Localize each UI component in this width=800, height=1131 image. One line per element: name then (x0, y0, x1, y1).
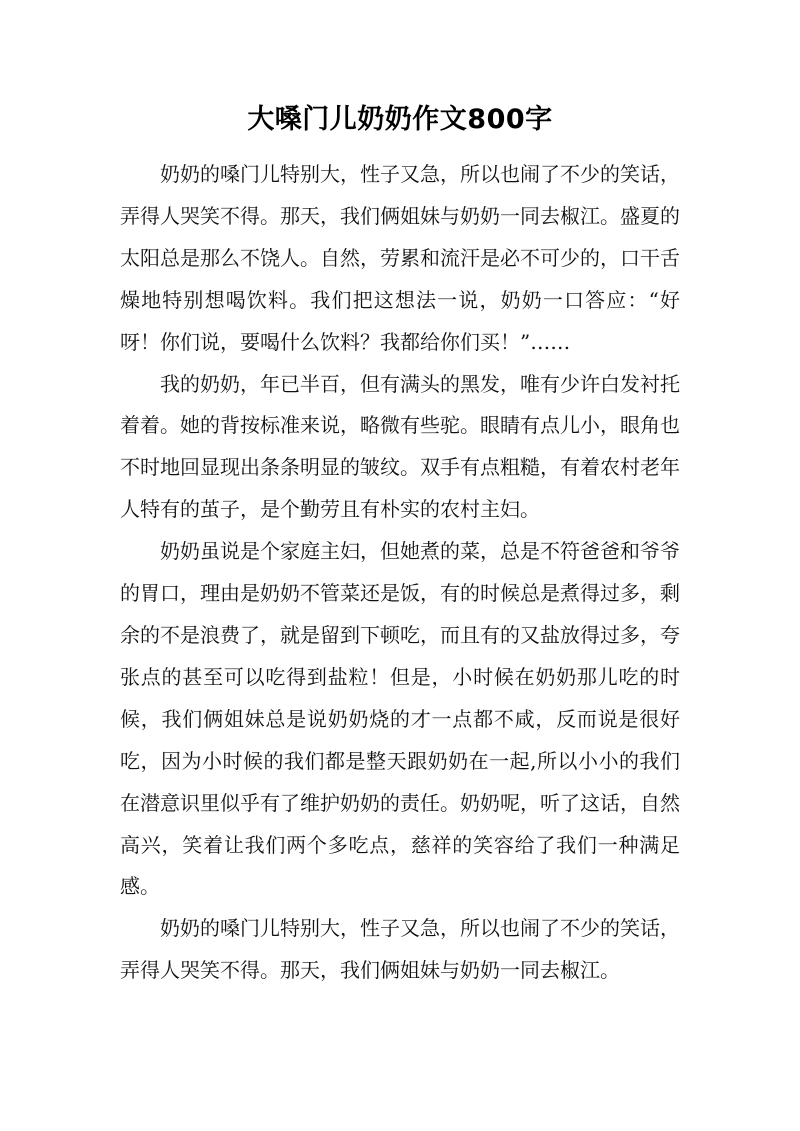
paragraph-3: 奶奶虽说是个家庭主妇，但她煮的菜，总是不符爸爸和爷爷的胃口，理由是奶奶不管菜还是饭，有的时候总是煮得过多，剩余的不是浪费了，就是留到下顿吃，而且有的又盐放得过多，夸张点的甚至可以吃得到盐粒！但是，小时候在奶奶那儿吃的时候，我们俩姐妹总是说奶奶烧的才一点都不咸，反而说是很好吃，因为小时候的我们都是整天跟奶奶在一起,所以小小的我们在潜意识里似乎有了维护奶奶的责任。奶奶呢，听了这话，自然高兴，笑着让我们两个多吃点，慈祥的笑容给了我们一种满足感。 (120, 539, 680, 899)
document-body (120, 154, 680, 992)
paragraph-4: 奶奶的嗓门儿特别大，性子又急，所以也闹了不少的笑话，弄得人哭笑不得。那天，我们俩姐妹与奶奶一同去椒江。 (120, 916, 680, 983)
paragraph-1: 奶奶的嗓门儿特别大，性子又急，所以也闹了不少的笑话，弄得人哭笑不得。那天，我们俩姐妹与奶奶一同去椒江。盛夏的太阳总是那么不饶人。自然，劳累和流汗是必不可少的，口干舌燥地特别想喝饮料。我们把这想法一说，奶奶一口答应：“好呀！你们说，要喝什么饮料？我都给你们买！”…… (120, 162, 680, 354)
paragraph-2: 我的奶奶，年已半百，但有满头的黑发，唯有少许白发衬托着着。她的背按标准来说，略微有些驼。眼睛有点儿小，眼角也不时地回显现出条条明显的皱纹。双手有点粗糙，有着农村老年人特有的茧子，是个勤劳且有朴实的农村主妇。 (120, 371, 680, 522)
document-title: 大嗓门儿奶奶作文800字 (247, 104, 553, 135)
